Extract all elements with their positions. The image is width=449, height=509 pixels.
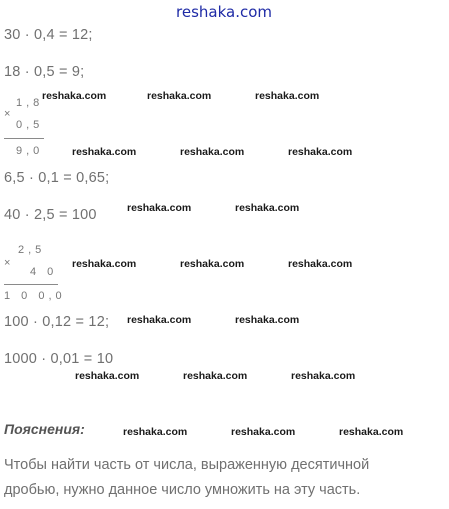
watermark: reshaka.com bbox=[180, 146, 245, 158]
equation-line: 6,5 · 0,1 = 0,65; bbox=[4, 170, 110, 186]
watermark: reshaka.com bbox=[255, 90, 320, 102]
explanation-line: дробью, нужно данное число умножить на эту часть. bbox=[4, 482, 361, 498]
watermark: reshaka.com bbox=[127, 314, 192, 326]
product: 1 0 0,0 bbox=[4, 290, 66, 302]
equation-line: 100 · 0,12 = 12; bbox=[4, 314, 110, 330]
multiplier: 0,5 bbox=[16, 119, 44, 131]
watermark: reshaka.com bbox=[183, 370, 248, 382]
explanation-heading: Пояснения: bbox=[4, 421, 85, 437]
multiply-sign: × bbox=[4, 108, 15, 120]
watermark: reshaka.com bbox=[288, 258, 353, 270]
watermark: reshaka.com bbox=[147, 90, 212, 102]
watermark: reshaka.com bbox=[231, 426, 296, 438]
multiplication-rule bbox=[4, 284, 58, 285]
equation-line: 18 · 0,5 = 9; bbox=[4, 64, 85, 80]
watermark: reshaka.com bbox=[72, 146, 137, 158]
watermark: reshaka.com bbox=[75, 370, 140, 382]
watermark: reshaka.com bbox=[235, 314, 300, 326]
multiply-sign: × bbox=[4, 257, 15, 269]
multiplication-rule bbox=[4, 138, 44, 139]
site-title[interactable]: reshaka.com bbox=[176, 3, 272, 21]
watermark: reshaka.com bbox=[180, 258, 245, 270]
equation-line: 40 · 2,5 = 100 bbox=[4, 207, 97, 223]
watermark: reshaka.com bbox=[235, 202, 300, 214]
watermark: reshaka.com bbox=[123, 426, 188, 438]
watermark: reshaka.com bbox=[42, 90, 107, 102]
watermark: reshaka.com bbox=[72, 258, 137, 270]
equation-line: 1000 · 0,01 = 10 bbox=[4, 351, 114, 367]
watermark: reshaka.com bbox=[339, 426, 404, 438]
equation-line: 30 · 0,4 = 12; bbox=[4, 27, 93, 43]
watermark: reshaka.com bbox=[127, 202, 192, 214]
explanation-line: Чтобы найти часть от числа, выраженную десятичной bbox=[4, 457, 370, 473]
multiplier: 4 0 bbox=[30, 266, 58, 278]
multiplicand: 2,5 bbox=[18, 244, 46, 256]
multiplicand: 1,8 bbox=[16, 97, 44, 109]
watermark: reshaka.com bbox=[288, 146, 353, 158]
product: 9,0 bbox=[16, 145, 44, 157]
watermark: reshaka.com bbox=[291, 370, 356, 382]
